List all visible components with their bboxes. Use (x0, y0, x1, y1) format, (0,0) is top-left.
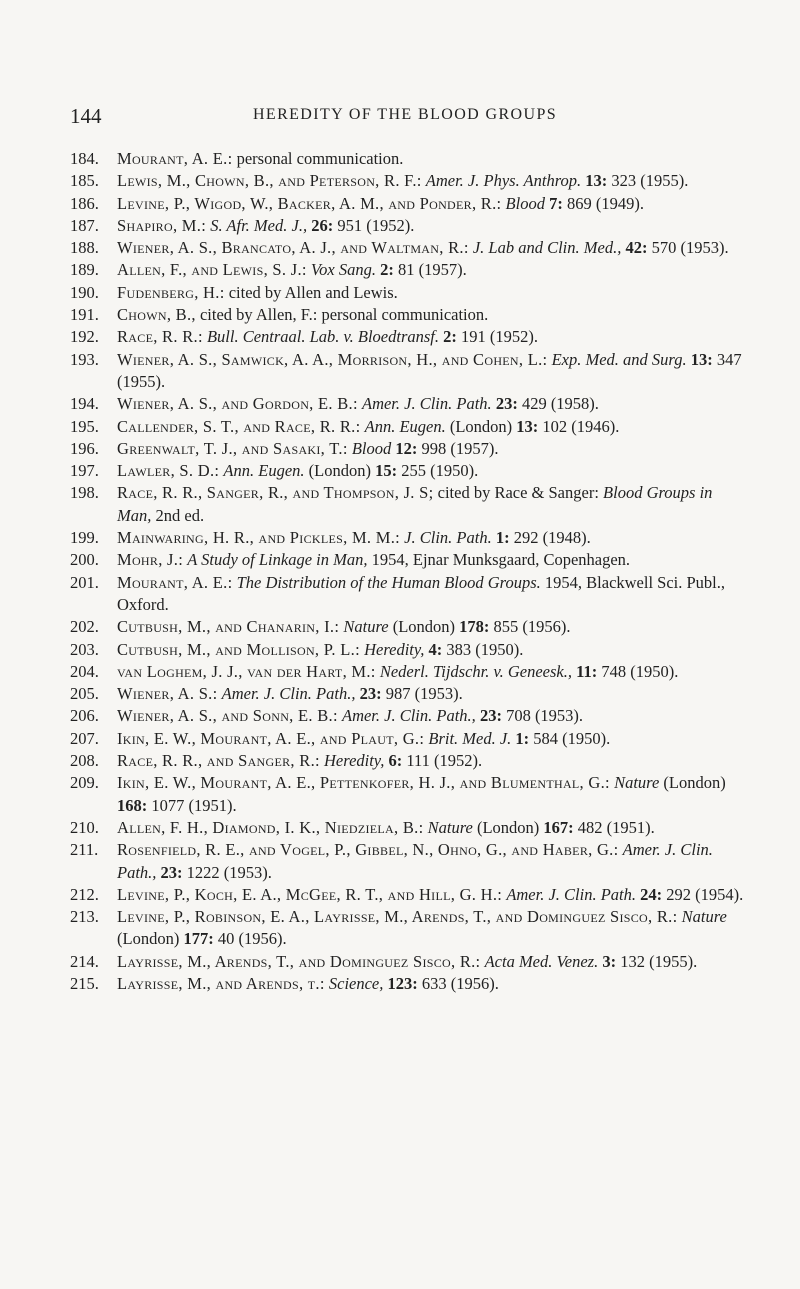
reference-text (117, 350, 742, 391)
reference-entry (70, 572, 750, 617)
reference-journal: Vox Sang. (310, 260, 376, 280)
reference-entry (70, 906, 750, 951)
reference-text (117, 305, 488, 324)
reference-detail: (London) (445, 416, 517, 436)
reference-text (117, 528, 591, 547)
reference-journal: Amer. J. Clin. Path., (117, 840, 713, 882)
reference-number: 190. (70, 282, 99, 302)
reference-detail: 1222 (1953). (182, 862, 272, 882)
reference-entry (70, 259, 750, 281)
reference-volume: 4: (428, 639, 443, 659)
reference-journal: A Study of Linkage in Man, (187, 550, 368, 570)
reference-number: 212. (70, 884, 99, 904)
reference-authors: Levine, P., Robinson, E. A., Layrisse, M., Arends, T., and Dominguez Sisco, R.: (117, 907, 678, 927)
reference-volume: 2: (443, 327, 457, 347)
reference-number: 195. (70, 416, 99, 436)
reference-journal: Blood (351, 438, 392, 458)
reference-text (117, 684, 463, 703)
reference-authors: Cutbush, M., and Mollison, P. L.: (117, 639, 360, 659)
reference-journal: Heredity, (324, 751, 385, 771)
reference-journal: Nature (614, 773, 660, 793)
reference-authors: Levine, P., Wigod, W., Backer, A. M., and Ponder, R.: (117, 193, 502, 213)
reference-authors: van Loghem, J. J., van der Hart, M.: (117, 661, 376, 681)
reference-detail: (London) (388, 617, 460, 637)
reference-detail: 132 (1955). (616, 951, 698, 971)
reference-authors: Lewis, M., Chown, B., and Peterson, R. F.: (117, 171, 422, 191)
reference-volume: 26: (311, 215, 334, 235)
reference-text (117, 394, 599, 413)
reference-detail: 2nd ed. (151, 505, 205, 525)
reference-number: 214. (70, 951, 99, 971)
reference-text (117, 840, 713, 881)
reference-detail: 292 (1948). (509, 528, 591, 548)
reference-detail: cited by Allen and Lewis. (224, 282, 398, 302)
reference-number: 196. (70, 438, 99, 458)
reference-list (70, 148, 750, 995)
reference-text (117, 706, 583, 725)
reference-text (117, 216, 414, 235)
reference-number: 203. (70, 639, 99, 659)
reference-entry (70, 416, 750, 438)
reference-number: 208. (70, 751, 99, 771)
reference-authors: Shapiro, M.: (117, 215, 207, 235)
reference-entry (70, 148, 750, 170)
reference-journal: Ann. Eugen. (364, 416, 446, 436)
reference-journal: Ann. Eugen. (223, 461, 305, 481)
reference-volume: 24: (640, 884, 663, 904)
reference-entry (70, 772, 750, 817)
reference-volume: 23: (160, 862, 183, 882)
reference-entry (70, 705, 750, 727)
reference-text (117, 907, 727, 948)
reference-entry (70, 237, 750, 259)
reference-text (117, 149, 403, 168)
reference-entry (70, 527, 750, 549)
reference-authors: Wiener, A. S., Samwick, A. A., Morrison, H., and Cohen, L.: (117, 349, 548, 369)
reference-detail: (London) (659, 773, 726, 793)
reference-text (117, 439, 499, 458)
reference-number: 202. (70, 617, 99, 637)
reference-number: 189. (70, 260, 99, 280)
reference-journal: Amer. J. Clin. Path. (506, 884, 637, 904)
reference-detail: 429 (1958). (517, 394, 599, 414)
reference-authors: Allen, F. H., Diamond, I. K., Niedziela, B.: (117, 817, 424, 837)
reference-text (117, 818, 655, 837)
reference-volume: 23: (359, 684, 382, 704)
reference-entry (70, 326, 750, 348)
reference-entry (70, 304, 750, 326)
reference-detail: 633 (1956). (417, 973, 499, 993)
reference-text (117, 573, 725, 614)
reference-volume: 3: (602, 951, 617, 971)
reference-detail: 584 (1950). (529, 728, 611, 748)
reference-journal: Amer. J. Phys. Anthrop. (425, 171, 582, 191)
reference-number: 204. (70, 661, 99, 681)
reference-text (117, 238, 729, 257)
reference-text (117, 417, 619, 436)
reference-detail: 1954, Ejnar Munksgaard, Copenhagen. (367, 550, 631, 570)
reference-journal: Nature (343, 617, 389, 637)
reference-number: 187. (70, 215, 99, 235)
reference-volume: 23: (495, 394, 518, 414)
reference-volume: 177: (183, 929, 214, 949)
reference-number: 201. (70, 572, 99, 592)
reference-text (117, 260, 467, 279)
reference-journal: The Distribution of the Human Blood Groups. (236, 572, 541, 592)
reference-volume: 1: (515, 728, 530, 748)
reference-entry (70, 193, 750, 215)
reference-authors: Mainwaring, H. R., and Pickles, M. M.: (117, 528, 401, 548)
reference-number: 207. (70, 728, 99, 748)
reference-authors: Chown, B., (117, 305, 196, 325)
reference-text (117, 885, 743, 904)
reference-entry (70, 482, 750, 527)
reference-number: 192. (70, 327, 99, 347)
reference-text (117, 327, 538, 346)
page-header (70, 104, 740, 128)
reference-authors: Race, R. R., and Sanger, R.: (117, 751, 320, 771)
reference-entry (70, 839, 750, 884)
reference-number: 193. (70, 349, 99, 369)
reference-journal: J. Lab and Clin. Med., (472, 238, 622, 258)
reference-volume: 13: (690, 349, 713, 369)
reference-detail: 708 (1953). (501, 706, 584, 726)
reference-volume: 2: (380, 260, 394, 280)
reference-authors: Mourant, A. E.: (117, 572, 233, 592)
reference-authors: Layrisse, M., Arends, T., and Dominguez Sisco, R.: (117, 951, 481, 971)
page-number: 144 (70, 104, 102, 128)
reference-number: 209. (70, 773, 99, 793)
reference-detail: (London) (472, 817, 544, 837)
reference-journal: Nature (427, 817, 473, 837)
reference-authors: Ikin, E. W., Mourant, A. E., Pettenkofer, H. J., and Blumenthal, G.: (117, 773, 610, 793)
reference-volume: 178: (459, 617, 490, 637)
reference-journal: Bull. Centraal. Lab. v. Bloedtransf. (206, 327, 440, 347)
reference-volume: 168: (117, 795, 148, 815)
reference-entry (70, 393, 750, 415)
reference-text (117, 773, 726, 814)
reference-authors: Lawler, S. D.: (117, 461, 220, 481)
reference-entry (70, 460, 750, 482)
reference-detail: cited by Race & Sanger: (433, 483, 604, 503)
reference-detail: 292 (1954). (662, 884, 744, 904)
reference-authors: Mourant, A. E.: (117, 149, 233, 168)
reference-number: 215. (70, 973, 99, 993)
reference-authors: Wiener, A. S., and Sonn, E. B.: (117, 706, 338, 726)
reference-detail: 1077 (1951). (147, 795, 237, 815)
reference-authors: Levine, P., Koch, E. A., McGee, R. T., and Hill, G. H.: (117, 884, 503, 904)
reference-detail: 347 (1955). (117, 349, 742, 391)
reference-authors: Wiener, A. S.: (117, 684, 218, 704)
reference-entry (70, 349, 750, 394)
reference-authors: Ikin, E. W., Mourant, A. E., and Plaut, G.: (117, 728, 425, 748)
reference-volume: 23: (479, 706, 502, 726)
reference-entry (70, 951, 750, 973)
reference-journal: Brit. Med. J. (428, 728, 512, 748)
reference-text (117, 283, 398, 302)
reference-entry (70, 639, 750, 661)
reference-detail: 855 (1956). (489, 617, 571, 637)
reference-detail: 102 (1946). (538, 416, 620, 436)
reference-authors: Mohr, J.: (117, 550, 184, 570)
reference-text (117, 550, 630, 569)
reference-detail: 869 (1949). (562, 193, 644, 213)
reference-number: 194. (70, 394, 99, 414)
reference-number: 198. (70, 483, 99, 503)
reference-authors: Callender, S. T., and Race, R. R.: (117, 416, 361, 436)
reference-journal: Nederl. Tijdschr. v. Geneesk., (379, 661, 572, 681)
reference-journal: Amer. J. Clin. Path. (361, 394, 492, 414)
reference-journal: S. Afr. Med. J., (210, 215, 308, 235)
reference-number: 200. (70, 550, 99, 570)
reference-detail: 987 (1953). (381, 684, 463, 704)
reference-detail: (London) (117, 929, 184, 949)
reference-detail: 570 (1953). (647, 238, 729, 258)
reference-volume: 167: (543, 817, 574, 837)
reference-text (117, 751, 482, 770)
reference-number: 188. (70, 238, 99, 258)
reference-entry (70, 817, 750, 839)
reference-authors: Wiener, A. S., and Gordon, E. B.: (117, 394, 358, 414)
reference-volume: 1: (495, 528, 510, 548)
reference-number: 184. (70, 149, 99, 168)
reference-detail: 81 (1957). (393, 260, 467, 280)
reference-volume: 7: (549, 193, 563, 213)
reference-volume: 12: (395, 438, 418, 458)
reference-text (117, 662, 678, 681)
reference-journal: Science, (328, 973, 384, 993)
reference-volume: 11: (576, 661, 598, 681)
reference-authors: Rosenfield, R. E., and Vogel, P., Gibbel, N., Ohno, G., and Haber, G.: (117, 840, 619, 860)
reference-volume: 123: (387, 973, 418, 993)
reference-detail: 255 (1950). (397, 461, 479, 481)
reference-number: 211. (70, 840, 99, 860)
reference-journal: Heredity, (364, 639, 425, 659)
reference-detail: 191 (1952). (456, 327, 539, 347)
reference-entry (70, 973, 750, 995)
reference-number: 210. (70, 817, 99, 837)
reference-entry (70, 661, 750, 683)
reference-volume: 6: (388, 751, 403, 771)
reference-detail: 383 (1950). (442, 639, 524, 659)
reference-number: 197. (70, 461, 99, 481)
reference-entry (70, 683, 750, 705)
reference-number: 205. (70, 684, 99, 704)
reference-text (117, 194, 644, 213)
reference-journal: Nature (681, 907, 727, 927)
reference-entry (70, 728, 750, 750)
reference-number: 185. (70, 171, 99, 191)
reference-detail: 323 (1955). (607, 171, 689, 191)
reference-journal: Blood (505, 193, 545, 213)
reference-journal: Exp. Med. and Surg. (551, 349, 687, 369)
reference-text (117, 974, 499, 993)
reference-number: 206. (70, 706, 99, 726)
reference-volume: 42: (625, 238, 648, 258)
reference-entry (70, 549, 750, 571)
reference-authors: Layrisse, M., and Arends, t.: (117, 973, 325, 993)
reference-detail: 482 (1951). (573, 817, 655, 837)
reference-entry (70, 170, 750, 192)
reference-entry (70, 616, 750, 638)
reference-text (117, 483, 712, 524)
reference-volume: 13: (516, 416, 539, 436)
reference-authors: Fudenberg, H.: (117, 282, 225, 302)
reference-entry (70, 750, 750, 772)
reference-journal: Amer. J. Clin. Path., (221, 684, 356, 704)
reference-number: 213. (70, 907, 99, 927)
reference-entry (70, 884, 750, 906)
reference-authors: Race, R. R., Sanger, R., and Thompson, J. S; (117, 483, 434, 503)
reference-authors: Wiener, A. S., Brancato, A. J., and Waltman, R.: (117, 238, 469, 258)
reference-journal: J. Clin. Path. (404, 528, 492, 548)
reference-entry (70, 215, 750, 237)
reference-detail: personal communication. (232, 149, 404, 168)
reference-detail: 748 (1950). (597, 661, 679, 681)
reference-authors: Allen, F., and Lewis, S. J.: (117, 260, 307, 280)
reference-authors: Race, R. R.: (117, 327, 203, 347)
reference-detail: (London) (304, 461, 376, 481)
reference-text (117, 461, 478, 480)
reference-authors: Cutbush, M., and Chanarin, I.: (117, 617, 340, 637)
reference-text (117, 640, 523, 659)
reference-journal: Amer. J. Clin. Path., (341, 706, 476, 726)
reference-text (117, 617, 571, 636)
reference-volume: 15: (375, 461, 398, 481)
reference-number: 186. (70, 193, 99, 213)
reference-detail: 1954, Blackwell Sci. Publ., Oxford. (117, 572, 726, 614)
reference-authors: Greenwalt, T. J., and Sasaki, T.: (117, 438, 348, 458)
reference-detail: 40 (1956). (213, 929, 287, 949)
reference-number: 199. (70, 528, 99, 548)
running-title: HEREDITY OF THE BLOOD GROUPS (252, 106, 558, 123)
reference-text (117, 952, 697, 971)
reference-detail: 998 (1957). (417, 438, 499, 458)
reference-detail: 111 (1952). (402, 751, 483, 771)
reference-text (117, 729, 610, 748)
reference-journal: Blood Groups in Man, (117, 483, 713, 525)
reference-detail: cited by Allen, F.: personal communication. (195, 305, 489, 325)
reference-volume: 13: (585, 171, 608, 191)
reference-number: 191. (70, 305, 99, 325)
reference-entry (70, 438, 750, 460)
reference-entry (70, 282, 750, 304)
reference-text (117, 171, 688, 190)
reference-journal: Acta Med. Venez. (484, 951, 599, 971)
reference-detail: 951 (1952). (333, 215, 415, 235)
